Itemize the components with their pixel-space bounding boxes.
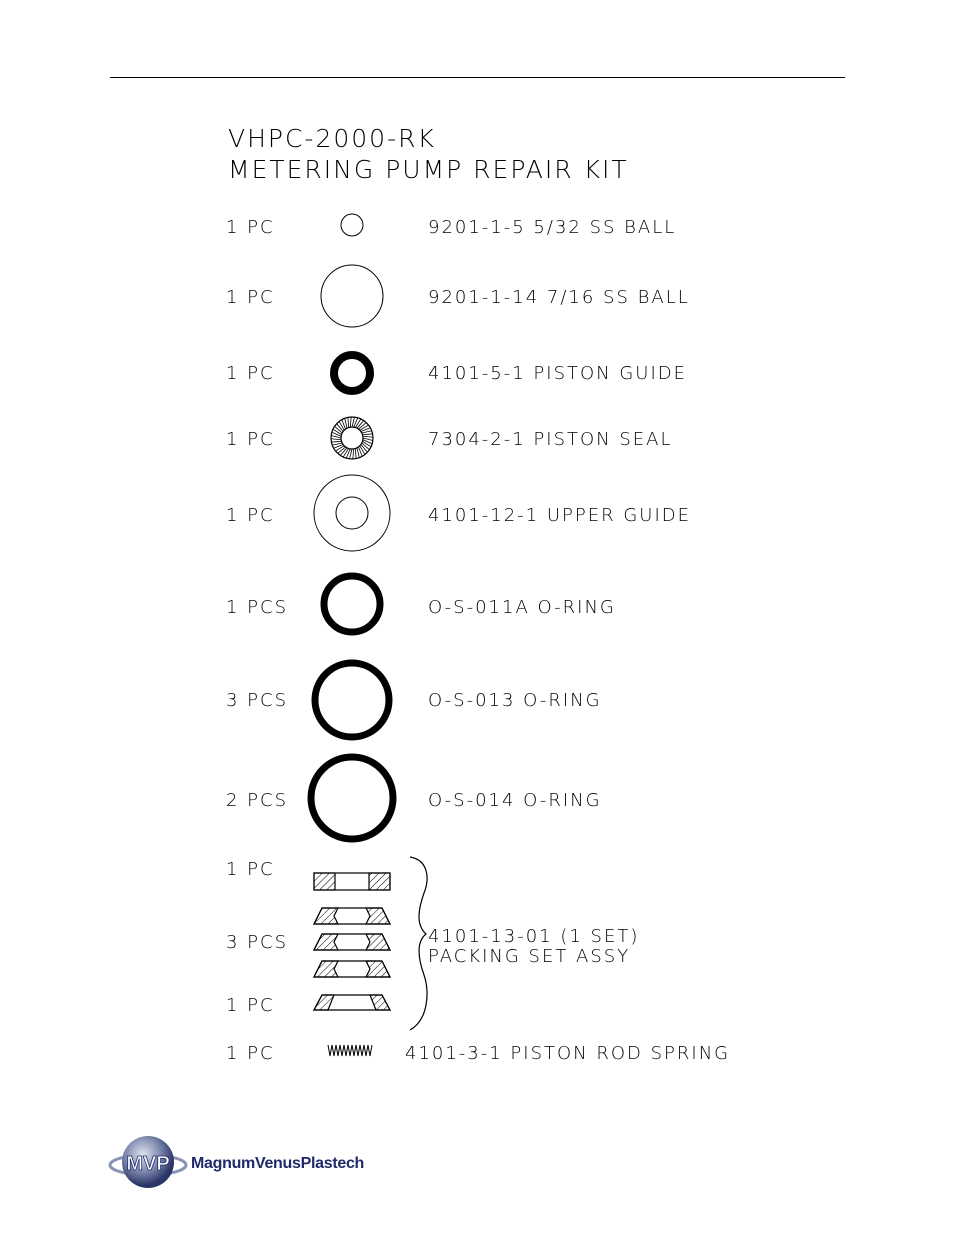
part-desc: O-S-013 O-RING	[428, 690, 602, 711]
packing-qty-middle: 3 PCS	[226, 932, 289, 953]
kit-name-title: METERING PUMP REPAIR KIT	[228, 155, 629, 184]
part-qty: 3 PCS	[226, 690, 289, 711]
part-qty: 1 PC	[226, 429, 275, 450]
part-desc: 9201-1-5 5/32 SS BALL	[428, 217, 677, 238]
piston-seal-icon	[331, 417, 373, 459]
upper-guide-icon	[314, 475, 390, 551]
part-qty: 1 PC	[226, 217, 275, 238]
large-ball-icon	[321, 265, 383, 327]
v-packing-ring-icon	[314, 934, 390, 950]
packing-qty-top: 1 PC	[226, 859, 275, 880]
logo-text: MVP	[126, 1153, 170, 1175]
v-packing-ring-icon	[314, 961, 390, 977]
packing-ring-bottom-icon	[314, 995, 390, 1010]
part-desc: 4101-12-1 UPPER GUIDE	[428, 505, 692, 526]
spring-icon	[328, 1045, 372, 1056]
part-desc: O-S-014 O-RING	[428, 790, 602, 811]
brace-icon	[410, 857, 427, 1030]
packing-set-desc-line2: PACKING SET ASSY	[428, 946, 631, 967]
part-qty: 1 PC	[226, 287, 275, 308]
part-qty: 2 PCS	[226, 790, 289, 811]
v-packing-ring-icon	[314, 908, 390, 924]
piston-guide-icon	[334, 355, 370, 391]
mvp-logo	[108, 1132, 188, 1192]
o-ring-icon	[324, 576, 380, 632]
packing-qty-bottom: 1 PC	[226, 995, 275, 1016]
brand-name: MagnumVenusPlastech	[191, 1155, 365, 1172]
spring-desc: 4101-3-1 PISTON ROD SPRING	[405, 1043, 731, 1064]
part-qty: 1 PCS	[226, 597, 289, 618]
small-ball-icon	[341, 214, 363, 236]
spring-qty: 1 PC	[226, 1043, 275, 1064]
o-ring-icon	[315, 663, 389, 737]
part-qty: 1 PC	[226, 505, 275, 526]
part-desc: 9201-1-14 7/16 SS BALL	[428, 287, 690, 308]
packing-ring-top-icon	[314, 873, 390, 890]
part-desc: 7304-2-1 PISTON SEAL	[428, 429, 673, 450]
part-desc: O-S-011A O-RING	[428, 597, 616, 618]
kit-number-title: VHPC-2000-RK	[228, 124, 436, 153]
part-qty: 1 PC	[226, 363, 275, 384]
part-desc: 4101-5-1 PISTON GUIDE	[428, 363, 688, 384]
o-ring-icon	[311, 757, 393, 839]
packing-set-desc-line1: 4101-13-01 (1 SET)	[428, 926, 640, 947]
